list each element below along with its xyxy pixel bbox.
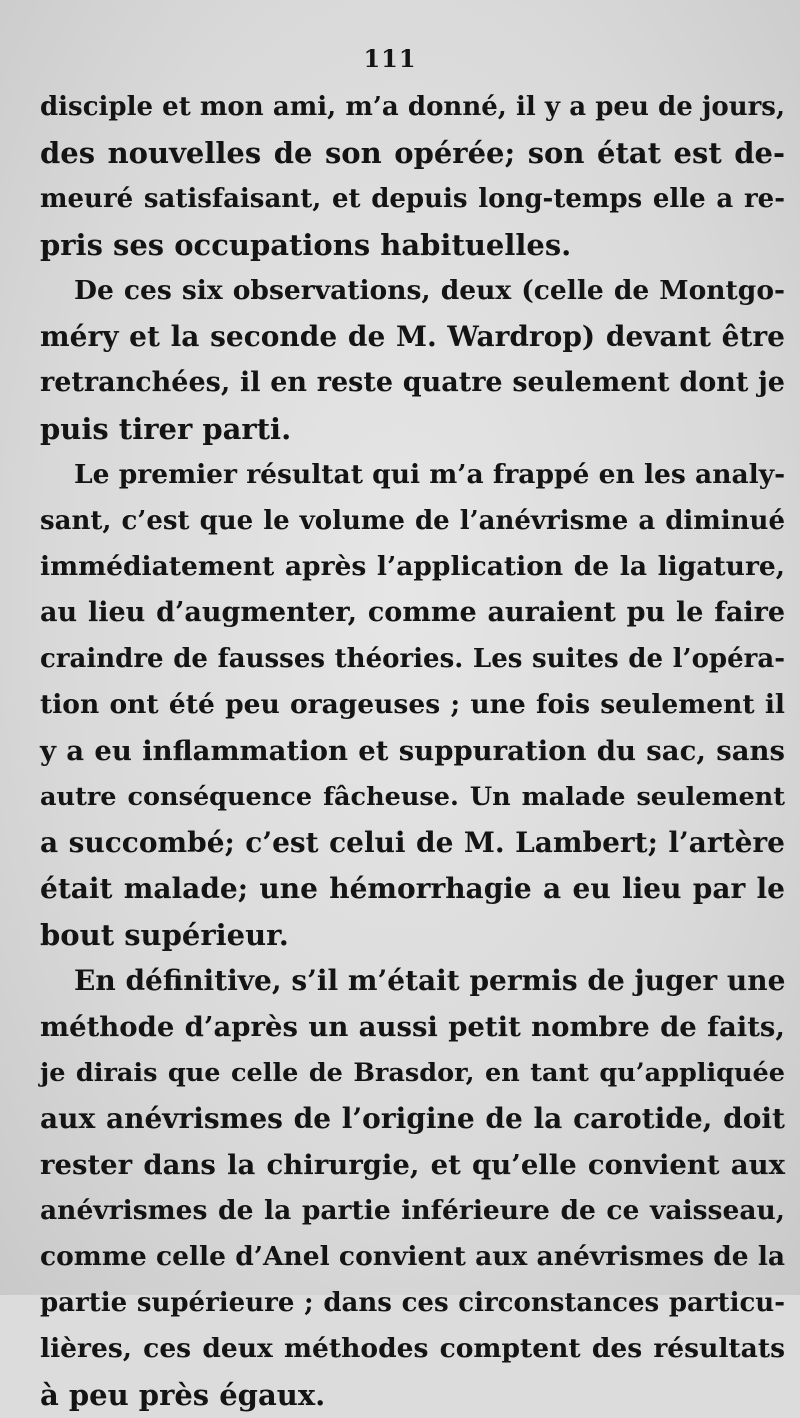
text-line: était malade; une hémorrhagie a eu lieu par le (40, 872, 785, 905)
text-line: bout supérieur. (40, 918, 289, 952)
page-number: 111 (363, 44, 417, 73)
text-line: tion ont été peu orageuses ; une fois seulement il (40, 689, 785, 720)
text-line: y a eu inflammation et suppuration du sac, sans (40, 735, 785, 767)
text-line: à peu près égaux. (40, 1378, 326, 1412)
text-line: anévrismes de la partie inférieure de ce vaisseau, (40, 1195, 785, 1226)
paragraph-start-line: Le premier résultat qui m’a frappé en les analy- (74, 459, 786, 490)
text-line: comme celle d’Anel convient aux anévrismes de la (40, 1241, 786, 1272)
text-line: sant, c’est que le volume de l’anévrisme a diminué (40, 506, 785, 536)
text-line: puis tirer parti. (40, 412, 292, 446)
text-line: aux anévrismes de l’origine de la carotide, doit (40, 1102, 785, 1135)
body-text (40, 84, 785, 1418)
text-line: immédiatement après l’application de la ligature, (40, 551, 785, 582)
text-line: partie supérieure ; dans ces circonstances particu- (40, 1288, 785, 1318)
text-line: au lieu d’augmenter, comme auraient pu le faire (40, 597, 785, 628)
text-line: autre conséquence fâcheuse. Un malade seulement (40, 782, 785, 812)
paragraph-start-line: De ces six observations, deux (celle de Montgo- (74, 275, 785, 306)
text-line: disciple et mon ami, m’a donné, il y a peu de jours, (40, 92, 785, 122)
text-line: je dirais que celle de Brasdor, en tant qu’appliquée (40, 1058, 785, 1088)
paragraph-start-line: En définitive, s’il m’était permis de juger une (74, 964, 786, 997)
text-line: pris ses occupations habituelles. (40, 228, 572, 262)
text-line: meuré satisfaisant, et depuis long-temps elle a re- (40, 184, 785, 214)
text-line: lières, ces deux méthodes comptent des résultats (40, 1333, 785, 1364)
text-line: craindre de fausses théories. Les suites de l’opéra- (40, 644, 785, 674)
text-line: rester dans la chirurgie, et qu’elle convient aux (40, 1149, 785, 1181)
text-line: méthode d’après un aussi petit nombre de faits, (40, 1011, 785, 1043)
text-line: a succombé; c’est celui de M. Lambert; l’artère (40, 826, 785, 859)
text-line: des nouvelles de son opérée; son état est de- (40, 136, 785, 170)
text-line: retranchées, il en reste quatre seulement dont je (40, 367, 785, 398)
text-line: méry et la seconde de M. Wardrop) devant être (40, 320, 785, 353)
